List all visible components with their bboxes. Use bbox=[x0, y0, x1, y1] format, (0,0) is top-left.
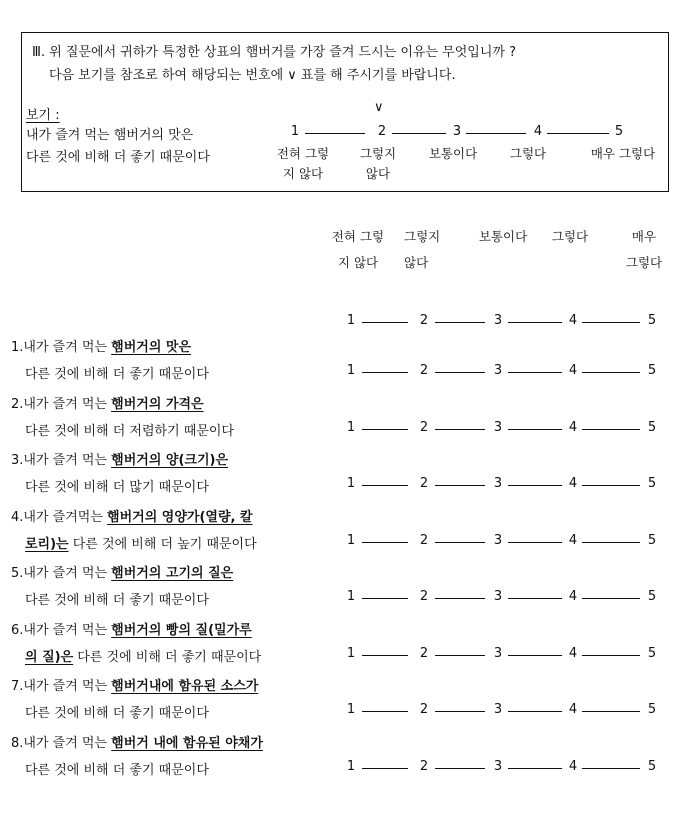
question-prefix: 내가 즐겨 먹는 bbox=[23, 453, 112, 468]
rating-option[interactable]: 1 bbox=[346, 532, 356, 548]
scale-connector bbox=[508, 485, 562, 486]
rating-option[interactable]: 1 bbox=[346, 589, 356, 604]
scale-connector bbox=[435, 655, 485, 656]
rating-option[interactable]: 5 bbox=[647, 589, 657, 604]
question-key-phrase: 햄버거의 영양가(열량, 칼 bbox=[107, 509, 253, 525]
question-key-phrase: 햄버거내에 함유된 소스가 bbox=[111, 679, 259, 694]
example-scale-label bbox=[352, 144, 404, 184]
rating-option[interactable]: 1 bbox=[346, 419, 356, 435]
example-check-mark: ∨ bbox=[374, 100, 384, 115]
scale-number: 3 bbox=[452, 124, 462, 139]
question-rest: 다른 것에 비해 더 좋기 때문이다 bbox=[73, 649, 262, 665]
rating-option[interactable]: 4 bbox=[568, 758, 578, 774]
scale-connector bbox=[508, 768, 562, 769]
scale-connector bbox=[362, 711, 408, 712]
scale-header-line: 그렇지 bbox=[404, 229, 441, 244]
example-scale-label bbox=[270, 144, 336, 184]
question-key-phrase: 햄버거의 맛은 bbox=[111, 340, 192, 355]
question-number: 3. bbox=[11, 453, 24, 468]
example-scale-label-line: 지 않다 bbox=[282, 166, 324, 181]
rating-scale bbox=[0, 589, 693, 607]
rating-option[interactable]: 3 bbox=[493, 419, 503, 435]
question-rest: 다른 것에 비해 더 좋기 때문이다 bbox=[25, 706, 209, 721]
rating-option[interactable]: 5 bbox=[647, 758, 657, 774]
scale-connector bbox=[362, 372, 408, 373]
scale-connector bbox=[435, 322, 485, 323]
scale-number: 4 bbox=[533, 124, 543, 139]
scale-connector bbox=[508, 429, 562, 430]
header-scale bbox=[0, 313, 693, 331]
scale-connector bbox=[582, 485, 640, 486]
scale-connector bbox=[508, 372, 562, 373]
example-scale-label: 매우 그렇다 bbox=[590, 146, 656, 161]
question-line1 bbox=[11, 562, 233, 581]
scale-connector bbox=[435, 485, 485, 486]
question-line1 bbox=[11, 506, 253, 525]
scale-connector bbox=[582, 768, 640, 769]
rating-option[interactable]: 4 bbox=[568, 532, 578, 548]
scale-connector bbox=[547, 133, 609, 134]
scale-connector bbox=[508, 322, 562, 323]
question-number: 1. bbox=[11, 340, 24, 355]
question-key-phrase-cont: 로리)는 bbox=[25, 536, 69, 552]
example-scale-label-line: 않다 bbox=[365, 166, 391, 181]
question-prefix: 내가 즐겨 먹는 bbox=[23, 566, 112, 581]
question-number: 5. bbox=[11, 566, 24, 581]
scale-connector bbox=[435, 429, 485, 430]
scale-connector bbox=[582, 542, 640, 543]
rating-option[interactable]: 5 bbox=[647, 702, 657, 717]
question-prefix: 내가 즐겨 먹는 bbox=[23, 396, 112, 412]
rating-option[interactable]: 4 bbox=[568, 363, 578, 378]
scale-connector bbox=[362, 655, 408, 656]
scale-header-4: 그렇다 bbox=[551, 229, 589, 244]
example-statement-line1: 내가 즐겨 먹는 햄버거의 맛은 bbox=[26, 128, 194, 143]
question-rest: 다른 것에 비해 더 높기 때문이다 bbox=[68, 536, 257, 552]
rating-option[interactable]: 2 bbox=[419, 363, 429, 378]
rating-option[interactable]: 1 bbox=[346, 702, 356, 717]
rating-option[interactable]: 4 bbox=[568, 476, 578, 491]
scale-connector bbox=[362, 429, 408, 430]
rating-scale bbox=[0, 420, 693, 438]
example-label: 보기 : bbox=[26, 108, 60, 123]
question-line1 bbox=[11, 675, 258, 694]
scale-header-5 bbox=[614, 224, 674, 276]
scale-connector bbox=[435, 711, 485, 712]
scale-number: 1 bbox=[290, 124, 300, 139]
example-scale-label-line: 전혀 그렇 bbox=[276, 146, 330, 161]
scale-header-1 bbox=[322, 224, 394, 276]
instruction-guidance: 다음 보기를 참조로 하여 해당되는 번호에 ∨ 표를 해 주시기를 바랍니다. bbox=[49, 68, 456, 83]
scale-header-line: 매우 bbox=[631, 229, 657, 244]
rating-scale bbox=[0, 363, 693, 381]
example-scale-label-line: 그렇지 bbox=[359, 146, 397, 161]
scale-header-line: 전혀 그렇 bbox=[331, 229, 385, 244]
rating-option[interactable]: 5 bbox=[647, 645, 657, 661]
rating-option[interactable]: 3 bbox=[493, 589, 503, 604]
rating-option[interactable]: 1 bbox=[346, 758, 356, 774]
scale-connector bbox=[582, 372, 640, 373]
question-key-phrase: 햄버거의 가격은 bbox=[111, 396, 204, 412]
scale-connector bbox=[362, 542, 408, 543]
rating-option[interactable]: 3 bbox=[493, 476, 503, 491]
rating-scale bbox=[0, 476, 693, 494]
question-key-phrase: 햄버거의 빵의 질(밀가루 bbox=[111, 622, 252, 638]
rating-option[interactable]: 4 bbox=[568, 589, 578, 604]
rating-option[interactable]: 4 bbox=[568, 645, 578, 661]
question-key-phrase: 햄버거 내에 함유된 야채가 bbox=[111, 735, 263, 751]
scale-header-line: 그렇다 bbox=[625, 255, 663, 270]
scale-connector bbox=[582, 711, 640, 712]
question-rest: 다른 것에 비해 더 좋기 때문이다 bbox=[25, 762, 209, 778]
rating-option[interactable]: 5 bbox=[647, 363, 657, 378]
question-key-phrase: 햄버거의 고기의 질은 bbox=[111, 566, 234, 581]
question-number: 7. bbox=[11, 679, 24, 694]
rating-option[interactable]: 5 bbox=[647, 476, 657, 491]
scale-connector bbox=[466, 133, 526, 134]
question-prefix: 내가 즐겨먹는 bbox=[23, 509, 108, 525]
scale-number: 5 bbox=[614, 124, 624, 139]
question-rest: 다른 것에 비해 더 좋기 때문이다 bbox=[25, 593, 209, 608]
scale-connector bbox=[582, 655, 640, 656]
question-line1 bbox=[11, 393, 204, 412]
rating-option[interactable]: 2 bbox=[419, 476, 429, 491]
question-line1 bbox=[11, 732, 263, 751]
rating-option[interactable]: 3 bbox=[493, 758, 503, 774]
scale-number: 4 bbox=[568, 313, 578, 328]
scale-number: 2 bbox=[419, 313, 429, 328]
rating-option[interactable]: 2 bbox=[419, 589, 429, 604]
scale-connector bbox=[435, 542, 485, 543]
rating-scale bbox=[0, 646, 693, 664]
rating-option[interactable]: 1 bbox=[346, 476, 356, 491]
rating-option[interactable]: 2 bbox=[419, 532, 429, 548]
scale-number: 5 bbox=[647, 313, 657, 328]
question-prefix: 내가 즐겨 먹는 bbox=[23, 340, 112, 355]
rating-option[interactable]: 3 bbox=[493, 532, 503, 548]
example-scale bbox=[0, 124, 693, 142]
scale-connector bbox=[582, 429, 640, 430]
rating-scale bbox=[0, 702, 693, 720]
example-statement-line2: 다른 것에 비해 더 좋기 때문이다 bbox=[26, 150, 210, 165]
scale-connector bbox=[435, 372, 485, 373]
question-rest: 다른 것에 비해 더 좋기 때문이다 bbox=[25, 367, 209, 382]
scale-connector bbox=[362, 768, 408, 769]
question-rest: 다른 것에 비해 더 많기 때문이다 bbox=[25, 480, 209, 495]
scale-connector bbox=[392, 133, 446, 134]
scale-number: 3 bbox=[493, 313, 503, 328]
question-prefix: 내가 즐겨 먹는 bbox=[23, 735, 112, 751]
scale-connector bbox=[508, 598, 562, 599]
scale-connector bbox=[435, 598, 485, 599]
rating-scale bbox=[0, 759, 693, 777]
question-number: 8. bbox=[11, 735, 24, 751]
rating-option[interactable]: 2 bbox=[419, 758, 429, 774]
rating-option[interactable]: 2 bbox=[419, 419, 429, 435]
question-prefix: 내가 즐겨 먹는 bbox=[23, 622, 112, 638]
example-scale-label: 보통이다 bbox=[428, 146, 478, 161]
scale-connector bbox=[508, 542, 562, 543]
rating-option[interactable]: 2 bbox=[419, 645, 429, 661]
question-line1 bbox=[11, 336, 191, 355]
question-prefix: 내가 즐겨 먹는 bbox=[23, 679, 112, 694]
question-rest: 다른 것에 비해 더 저렴하기 때문이다 bbox=[25, 423, 235, 439]
scale-connector bbox=[362, 485, 408, 486]
scale-connector bbox=[582, 598, 640, 599]
scale-connector bbox=[582, 322, 640, 323]
scale-number: 2 bbox=[377, 124, 387, 139]
rating-option[interactable]: 5 bbox=[647, 419, 657, 435]
rating-option[interactable]: 1 bbox=[346, 645, 356, 661]
question-line1 bbox=[11, 619, 252, 638]
rating-option[interactable]: 3 bbox=[493, 702, 503, 717]
rating-option[interactable]: 3 bbox=[493, 645, 503, 661]
question-number: 2. bbox=[11, 396, 24, 412]
scale-header-3: 보통이다 bbox=[478, 229, 528, 244]
question-key-phrase: 햄버거의 양(크기)은 bbox=[111, 453, 229, 468]
rating-option[interactable]: 4 bbox=[568, 702, 578, 717]
question-line1 bbox=[11, 449, 228, 468]
instruction-question: Ⅲ. 위 질문에서 귀하가 특정한 상표의 햄버거를 가장 즐겨 드시는 이유는 무엇입니까 ? bbox=[32, 45, 516, 60]
scale-connector bbox=[508, 711, 562, 712]
rating-option[interactable]: 1 bbox=[346, 363, 356, 378]
scale-connector bbox=[362, 598, 408, 599]
rating-option[interactable]: 2 bbox=[419, 702, 429, 717]
question-key-phrase-cont: 의 질)은 bbox=[25, 649, 74, 665]
rating-option[interactable]: 4 bbox=[568, 419, 578, 435]
question-number: 6. bbox=[11, 622, 24, 638]
scale-header-line: 않다 bbox=[404, 255, 429, 270]
example-scale-label: 그렇다 bbox=[509, 146, 547, 161]
rating-option[interactable]: 3 bbox=[493, 363, 503, 378]
question-number: 4. bbox=[11, 509, 24, 525]
rating-option[interactable]: 5 bbox=[647, 532, 657, 548]
scale-connector bbox=[508, 655, 562, 656]
scale-connector bbox=[305, 133, 365, 134]
scale-connector bbox=[362, 322, 408, 323]
scale-connector bbox=[435, 768, 485, 769]
scale-header-2 bbox=[404, 224, 456, 276]
scale-number: 1 bbox=[346, 313, 356, 328]
scale-header-line: 지 않다 bbox=[337, 255, 379, 270]
rating-scale bbox=[0, 533, 693, 551]
